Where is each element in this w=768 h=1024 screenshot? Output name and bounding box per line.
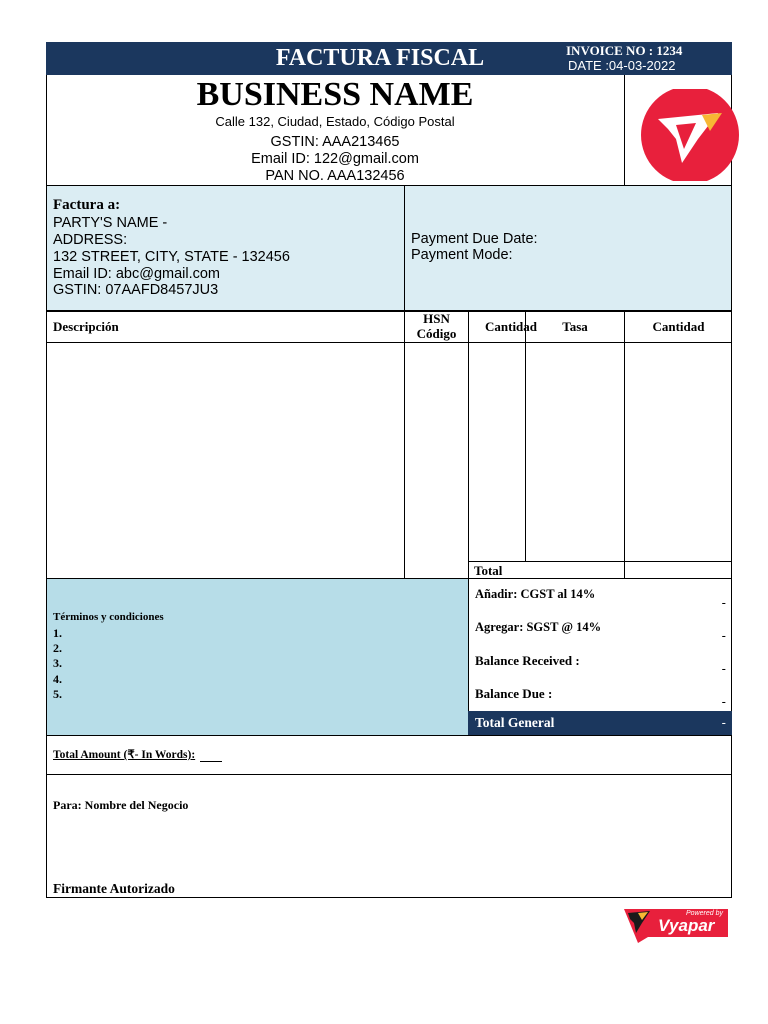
amount-in-words-label: Total Amount (₹- In Words): <box>53 749 196 761</box>
cgst-label: Añadir: CGST al 14% <box>475 587 596 601</box>
logo-divider <box>624 75 625 185</box>
col-header-description: Descripción <box>53 319 119 334</box>
grand-total-label: Total General <box>475 715 555 730</box>
table-header-border <box>46 342 732 343</box>
cgst-value: - <box>721 595 726 610</box>
sgst-label: Agregar: SGST @ 14% <box>475 620 602 634</box>
powered-by-badge <box>624 907 728 943</box>
invoice-number: INVOICE NO : 1234 <box>566 43 683 58</box>
terms-heading: Términos y condiciones <box>53 611 164 623</box>
terms-item-2: 2. <box>53 641 62 655</box>
party-address-label: ADDRESS: <box>53 232 128 248</box>
business-email: Email ID: 122@gmail.com <box>251 151 419 167</box>
divider-amount-words <box>46 774 732 775</box>
payment-mode-label: Payment Mode: <box>411 247 513 263</box>
for-business-label: Para: Nombre del Negocio <box>53 798 189 812</box>
party-name: PARTY'S NAME - <box>53 215 168 231</box>
col-header-amount: Cantidad <box>652 319 705 334</box>
col-header-hsn-line1: HSN <box>423 311 450 326</box>
sgst-value: - <box>721 628 726 643</box>
balance-due-label: Balance Due : <box>475 686 553 701</box>
terms-item-4: 4. <box>53 672 62 686</box>
authorized-signatory: Firmante Autorizado <box>53 881 175 896</box>
col-header-rate: Tasa <box>562 319 588 334</box>
terms-panel <box>47 579 468 735</box>
business-name: BUSINESS NAME <box>196 76 474 113</box>
col-divider-rate <box>624 311 625 578</box>
total-row-top <box>468 561 732 562</box>
balance-received-value: - <box>721 661 726 676</box>
payment-due-date-label: Payment Due Date: <box>411 231 538 247</box>
terms-item-5: 5. <box>53 687 62 701</box>
vyapar-logo-icon <box>640 89 740 181</box>
vyapar-brand-text: Vyapar <box>658 916 715 935</box>
terms-item-1: 1. <box>53 626 62 640</box>
col-divider-quantity <box>525 311 526 561</box>
powered-by-text: Powered by <box>686 910 723 917</box>
invoice-title: FACTURA FISCAL <box>275 45 485 71</box>
divider-summary <box>46 735 732 736</box>
col-header-hsn-line2: Código <box>416 326 457 341</box>
balance-received-label: Balance Received : <box>475 653 580 668</box>
col-divider-hsn <box>468 311 469 578</box>
bill-to-divider <box>404 186 405 310</box>
business-address: Calle 132, Ciudad, Estado, Código Postal <box>215 114 455 129</box>
total-label: Total <box>474 563 503 578</box>
invoice-date: DATE :04-03-2022 <box>568 58 676 73</box>
party-address: 132 STREET, CITY, STATE - 132456 <box>53 249 290 265</box>
col-header-hsn <box>405 311 468 341</box>
col-divider-description <box>404 311 405 578</box>
col-header-quantity: Cantidad <box>485 319 538 334</box>
grand-total-value: - <box>721 715 726 730</box>
terms-item-3: 3. <box>53 656 62 670</box>
party-email: Email ID: abc@gmail.com <box>53 266 221 282</box>
table-top-border <box>46 310 732 312</box>
bill-to-heading: Factura a: <box>53 197 121 213</box>
party-gstin: GSTIN: 07AAFD8457JU3 <box>53 282 219 298</box>
amount-in-words-underline <box>200 761 222 762</box>
business-gstin: GSTIN: AAA213465 <box>270 134 400 150</box>
balance-due-value: - <box>721 694 726 709</box>
business-pan: PAN NO. AAA132456 <box>265 168 405 184</box>
